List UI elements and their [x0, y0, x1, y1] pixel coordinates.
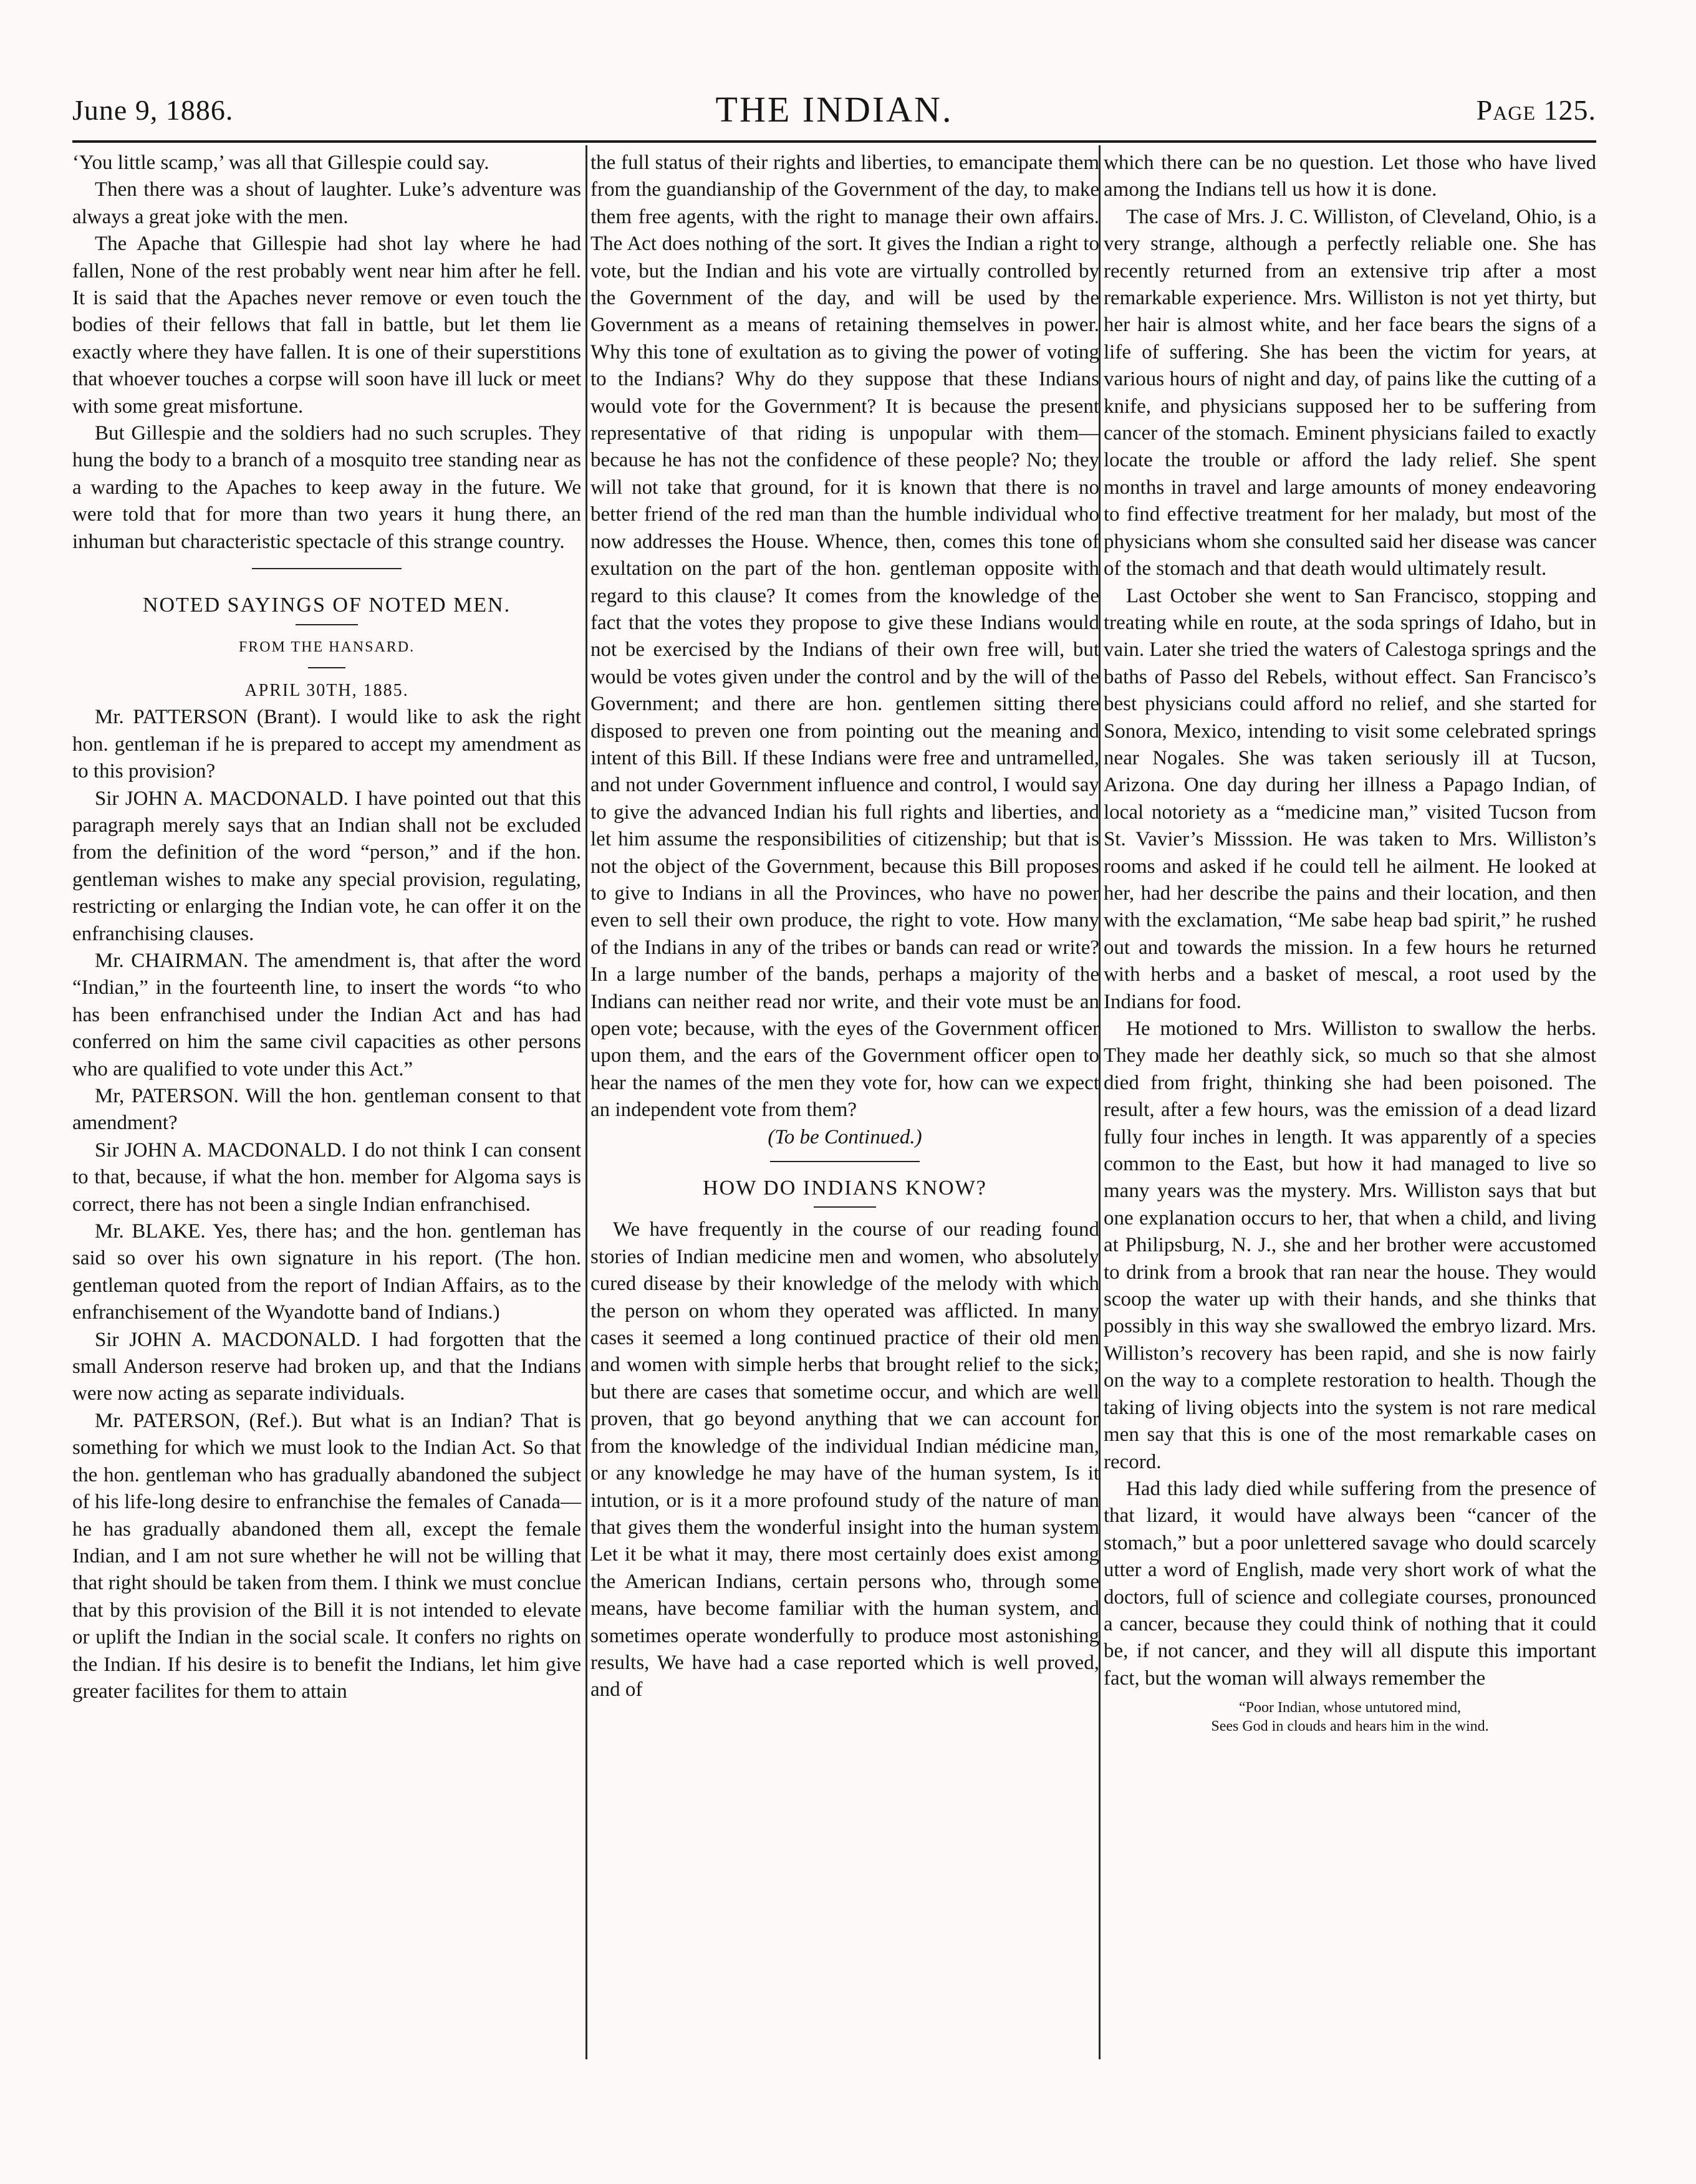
paragraph: Mr. BLAKE. Yes, there has; and the hon. gentleman has said so over his own signature in his report. (The hon. gentleman quoted from the report of Indian Affairs, as to the enfranchisement of the Wyandotte band of Indians.) [72, 1220, 581, 1324]
paragraph: Mr. PATTERSON (Brant). I would like to ask the right hon. gentleman if he is prepared to accept my amendment as to this provision? [72, 706, 581, 783]
paragraph: Mr. PATERSON, (Ref.). But what is an Indian? That is something for which we must look to the Indian Act. So that the hon. gentleman who has gradually abandoned the subject of his life-long desire to enfranchise the females of Canada—he has gradually abandoned them all, except the female Indian, and I am not sure whether he will not be willing that that right should be taken from them. I think we must conclue that by this provision of the Bill it is not intended to elevate or uplift the Indian in the social scale. It confers no rights on the Indian. If his desire is to benefit the Indians, let him give greater facilites for them to attain [72, 1409, 581, 1703]
issue-date: June 9, 1886. [72, 94, 234, 126]
column-1 [72, 150, 581, 1705]
masthead-rule [72, 140, 1596, 143]
column-rule-1 [585, 145, 587, 2059]
continued-note: (To be Continued.) [768, 1125, 922, 1148]
article-heading: NOTED SAYINGS OF NOTED MEN. [142, 594, 511, 617]
article-date: APRIL 30TH, 1885. [244, 680, 409, 700]
article-heading: HOW DO INDIANS KNOW? [703, 1176, 987, 1200]
paragraph: The case of Mrs. J. C. Williston, of Cleveland, Ohio, is a very strange, although a perfectly reliable one. She has recently returned from an extensive trip after a most remarkable experience. Mrs. Williston is not yet thirty, but her hair is almost white, and her face bears the signs of a life of suffering. She has been the victim for years, at various hours of night and day, of pains like the cutting of a knife, and physicians supposed her to be suffering from cancer of the stomach. Eminent physicians failed to exactly locate the trouble or afford the lady relief. She spent months in travel and large amounts of money endeavoring to find effective treatment for her malady, but most of the physicians whom she consulted said her disease was cancer of the stomach and that death would ultimately result. [1104, 205, 1596, 580]
paragraph: Mr, PATERSON. Will the hon. gentleman consent to that amendment? [72, 1085, 581, 1135]
section-divider [252, 568, 402, 569]
verse-line: Sees God in clouds and hears him in the wind. [1211, 1718, 1489, 1735]
page-number: Page 125. [1476, 94, 1596, 126]
paragraph: Last October she went to San Francisco, stopping and treating while en route, at the soda springs of Idaho, but in vain. Later she tried the waters of Calestoga springs and the baths of Passo del Rebels, without effect. San Francisco’s best physicians could afford no relief, and she started for Sonora, Mexico, intending to visit some celebrated springs near Nogales. She was taken seriously ill at Tucson, Arizona. One day during her illness a Papago Indian, of local notoriety as a “medicine man,” visited Tucson from St. Vavier’s Misssion. He was taken to Mrs. Williston’s rooms and asked if he could tell he ailment. He looked at her, had her describe the pains and their location, and then with the exclamation, “Me sabe heap bad spirit,” he rushed out and towards the mission. In a few hours he returned with herbs and a basket of mescal, a root used by the Indians for food. [1104, 584, 1596, 1013]
column-2 [590, 150, 1099, 1704]
masthead [72, 89, 1596, 137]
column-3 [1104, 150, 1596, 1736]
paragraph: Sir JOHN A. MACDONALD. I had forgotten that the small Anderson reserve had broken up, and that the Indians were now acting as separate individuals. [72, 1328, 581, 1405]
section-divider [770, 1161, 920, 1162]
heading-rule [296, 624, 358, 625]
paragraph: ‘You little scamp,’ was all that Gillespie could say. [72, 152, 489, 174]
paragraph: But Gillespie and the soldiers had no such scruples. They hung the body to a branch of a mosquito tree standing near as a warding to the Apaches to keep away in the future. We were told that for more than two years it hung there, an inhuman but characteristic spectacle of this strange country. [72, 422, 581, 553]
article-source: FROM THE HANSARD. [238, 638, 415, 655]
verse-line: “Poor Indian, whose untutored mind, [1239, 1700, 1461, 1716]
paragraph: He motioned to Mrs. Williston to swallow the herbs. They made her deathly sick, so much so that she almost died from fright, thinking she had been poisoned. The result, after a few hours, was the emission of a dead lizard fully four inches in length. It was apparently of a species common to the East, but how it had managed to live so many years was the mystery. Mrs. Williston says that but one explanation occurs to her, that when a child, and living at Philipsburg, N. J., she and her brother were accustomed to drink from a brook that ran near the house. They would scoop the water up with their hands, and she thinks that possibly in this way she swallowed the embryo lizard. Mrs. Williston’s recovery has been rapid, and she is now fairly on the way to a complete restoration to health. Though the taking of living objects into the system is not rare medical men say that this is one of the most remarkable cases on record. [1104, 1017, 1596, 1473]
source-rule [308, 667, 345, 668]
paragraph: Had this lady died while suffering from the presence of that lizard, it would have always been “cancer of the stomach,” but a poor unlettered savage who dould scarcely utter a word of English, made very short work of what the doctors, full of science and collegiate courses, pronounced a cancer, because they could think of nothing that it could be, if not cancer, and they will all dispute this important fact, but the woman will always remember the [1104, 1477, 1596, 1690]
paragraph: Sir JOHN A. MACDONALD. I do not think I can consent to that, because, if what the hon. member for Algoma says is correct, there has not been a single Indian enfranchised. [72, 1138, 581, 1216]
paragraph: We have frequently in the course of our reading found stories of Indian medicine men and women, who absolutely cured disease by their knowledge of the melody with which the person on whom they operated was afflicted. In many cases it seemed a long continued practice of their old men and women with simple herbs that brought relief to the sick; but there are cases that sometime occur, and which are well proven, that go beyond anything that we can account for from the knowledge of the individual Indian médicine man, or any knowledge he may have of the human system, Is it intution, or is it a more profound study of the nature of man that gives them the wonderful insight into the human system Let it be what it may, there most certainly does exist among the American Indians, certain persons who, through some means, have become familiar with the human system, and sometimes operate wonderfully to produce most astonishing results, We have had a case reported which is well proved, and of [590, 1218, 1099, 1701]
heading-rule [814, 1206, 876, 1208]
newspaper-title: THE INDIAN. [715, 89, 953, 130]
paragraph: the full status of their rights and liberties, to emancipate them from the guandianship of the Government of the day, to make them free agents, with the right to manage their own affairs. The Act does nothing of the sort. It gives the Indian a right to vote, but the Indian and his vote are virtually controlled by the Government of the day, and will be used by the Government as a means of retaining themselves in power. Why this tone of exultation as to giving the power of voting to the Indians? Why do they suppose that these Indians would vote for the Government? It is because the present representative of that riding is unpopular with them—because he has not the confidence of these people? No; they will not take that ground, for it is known that there is no better friend of the red man than the humble individual who now addresses the House. Whence, then, comes this tone of exultation on the part of the hon. gentleman opposite with regard to this clause? It comes from the knowledge of the fact that the votes they propose to give these Indians would not be exercised by the Indians of their own free will, but would be votes given under the control and by the will of the Government; and there are hon. gentlemen sitting there disposed to preven one from pointing out the meaning and intent of this Bill. If these Indians were free and untramelled, and not under Government influence and control, I would say to give the advanced Indian his full rights and liberties, and let him assume the responsibilities of citizenship; but that is not the object of the Government, because this Bill proposes to give to Indians in all the Provinces, who have no power even to sell their own produce, the right to vote. How many of the Indians in any of the tribes or bands can read or write? In a large number of the bands, perhaps a majority of the Indians can neither read nor write, and their vote must be an open vote; because, with the eyes of the Government officer upon them, and the ears of the Government officer open to hear the names of the men they vote for, how can we expect an independent vote from them? [590, 152, 1099, 1122]
paragraph: The Apache that Gillespie had shot lay where he had fallen, None of the rest probably went near him after he fell. It is said that the Apaches never remove or even touch the bodies of their fellows that fall in battle, but let them lie exactly where they have fallen. It is one of their superstitions that whoever touches a corpse will soon have ill luck or meet with some great misfortune. [72, 233, 581, 418]
paragraph: Then there was a shout of laughter. Luke’s adventure was always a great joke with the men. [72, 178, 581, 228]
paragraph: Mr. CHAIRMAN. The amendment is, that after the word “Indian,” in the fourteenth line, to insert the words “to who has been enfranchised under the Indian Act and has had conferred on him the same civil capacities as other persons who are qualified to vote under this Act.” [72, 949, 581, 1080]
paragraph: which there can be no question. Let those who have lived among the Indians tell us how it is done. [1104, 152, 1596, 201]
paragraph: Sir JOHN A. MACDONALD. I have pointed out that this paragraph merely says that an Indian shall not be excluded from the definition of the word “person,” and if the hon. gentleman wishes to make any special provision, regulating, restricting or enlarging the Indian vote, he can offer it on the enfranchising clauses. [72, 787, 581, 945]
